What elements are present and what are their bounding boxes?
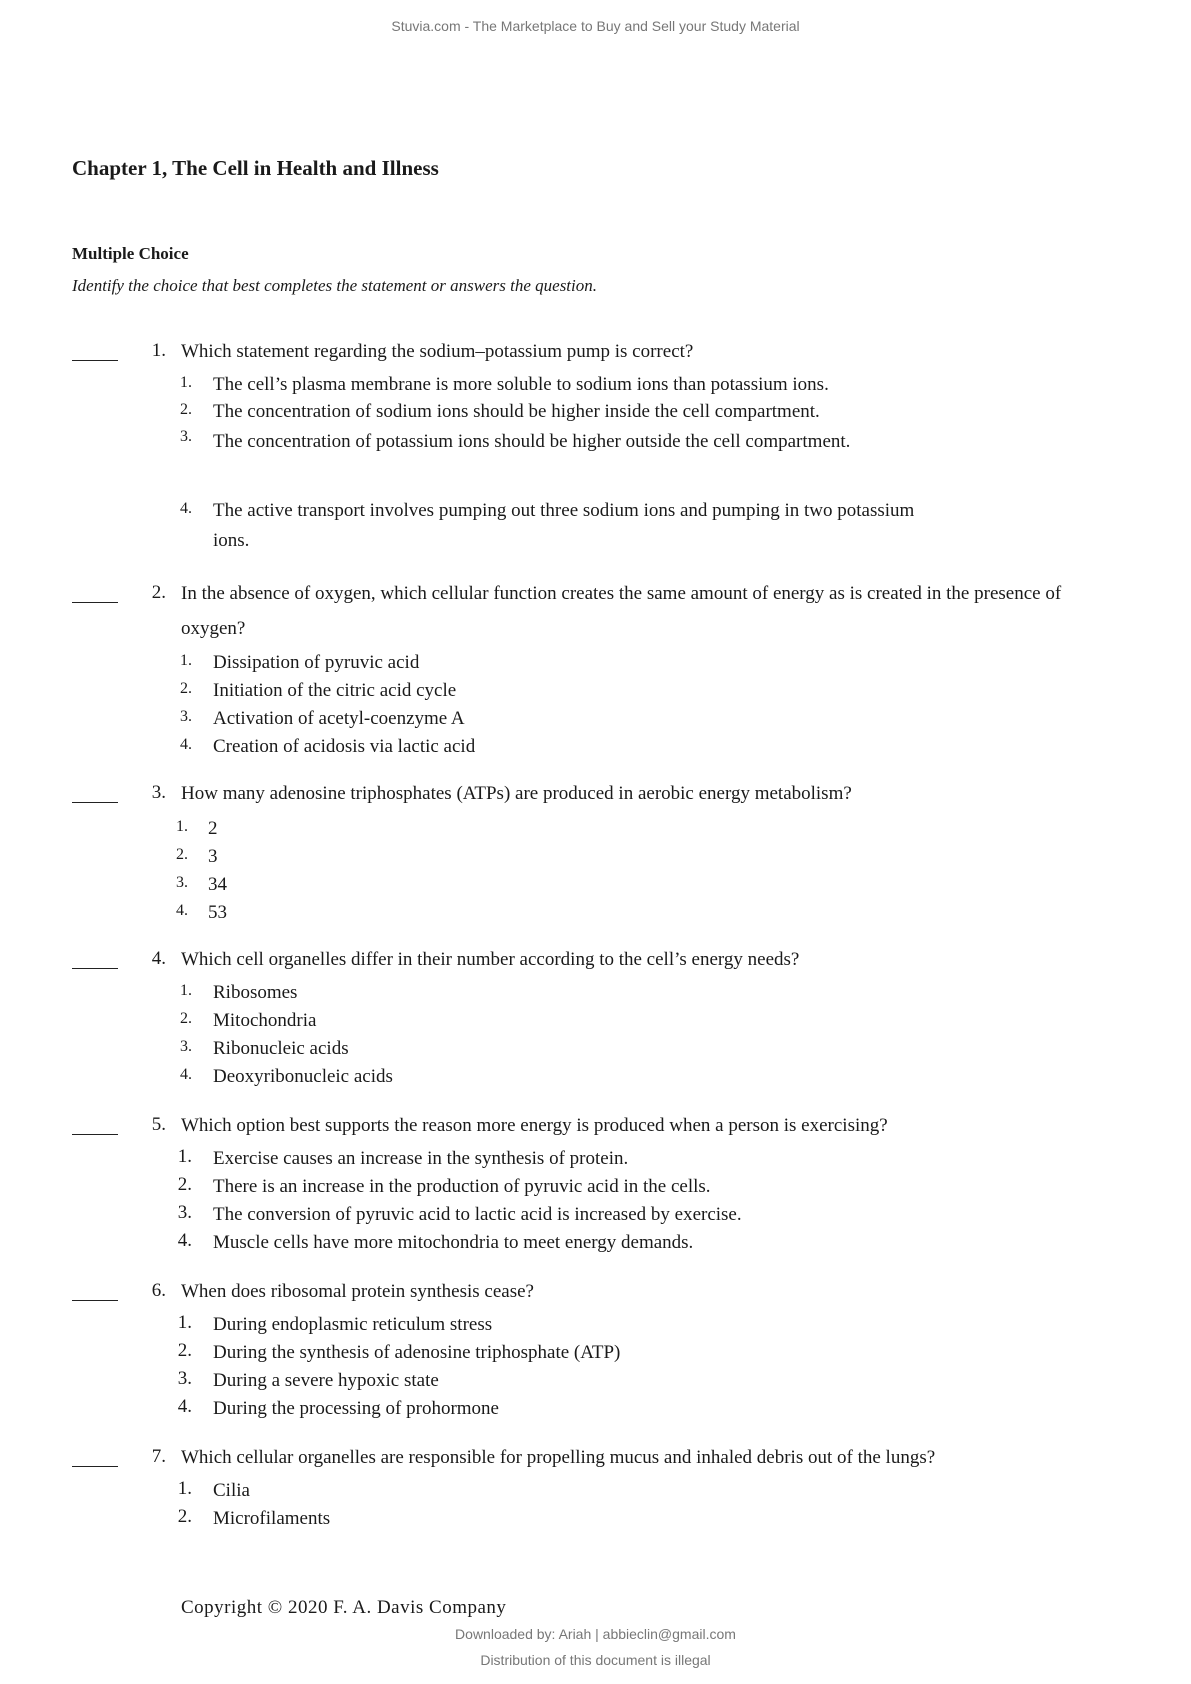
question-text: Which cell organelles differ in their number according to the cell’s energy needs? <box>181 949 800 970</box>
option-number: 2. <box>177 1174 192 1195</box>
option-number: 3. <box>180 428 192 445</box>
downloaded-by-note: Downloaded by: Ariah | abbieclin@gmail.com <box>455 1626 736 1642</box>
distribution-warning: Distribution of this document is illegal <box>480 1652 711 1668</box>
option-number: 2. <box>180 680 192 697</box>
option-text: The active transport involves pumping out three sodium ions and pumping in two potassium ions. <box>213 500 915 551</box>
option-text: The concentration of sodium ions should be higher inside the cell compartment. <box>213 401 820 422</box>
option-text: During the processing of prohormone <box>213 1398 499 1419</box>
option-number: 4. <box>177 1230 192 1251</box>
option-text: Creation of acidosis via lactic acid <box>213 736 476 757</box>
option-text: Dissipation of pyruvic acid <box>213 652 420 673</box>
question-text: Which option best supports the reason more energy is produced when a person is exercising? <box>181 1115 888 1136</box>
option-text: The conversion of pyruvic acid to lactic acid is increased by exercise. <box>213 1204 742 1225</box>
option-text: There is an increase in the production of pyruvic acid in the cells. <box>213 1176 711 1197</box>
option-number: 1. <box>180 982 192 999</box>
option-number: 2. <box>177 1506 192 1527</box>
option-text: Exercise causes an increase in the synthesis of protein. <box>213 1148 629 1169</box>
option-number: 1. <box>180 374 192 391</box>
option-text: Ribonucleic acids <box>213 1038 349 1059</box>
question-number: 1. <box>151 340 166 361</box>
answer-blank[interactable] <box>72 1466 118 1467</box>
option-number: 2. <box>180 401 192 418</box>
option-number: 3. <box>180 708 192 725</box>
question-number: 2. <box>151 582 166 603</box>
option-number: 3. <box>176 874 188 891</box>
option-text: The cell’s plasma membrane is more soluble to sodium ions than potassium ions. <box>213 374 829 395</box>
option-number: 4. <box>180 1066 192 1083</box>
stuvia-header-note: Stuvia.com - The Marketplace to Buy and Sell your Study Material <box>391 18 800 34</box>
option-number: 4. <box>180 500 192 517</box>
option-number: 1. <box>177 1478 192 1499</box>
answer-blank[interactable] <box>72 1134 118 1135</box>
option-number: 2. <box>180 1010 192 1027</box>
option-text: Initiation of the citric acid cycle <box>213 680 457 701</box>
question-text: When does ribosomal protein synthesis cease? <box>181 1281 534 1302</box>
option-text: Deoxyribonucleic acids <box>213 1066 393 1087</box>
answer-blank[interactable] <box>72 1300 118 1301</box>
question-text: In the absence of oxygen, which cellular function creates the same amount of energy as is created in the presence of oxygen? <box>181 583 1062 639</box>
option-number: 1. <box>176 818 188 835</box>
chapter-title: Chapter 1, The Cell in Health and Illness <box>72 156 439 180</box>
option-number: 3. <box>177 1368 192 1389</box>
option-number: 4. <box>176 902 188 919</box>
option-number: 4. <box>180 736 192 753</box>
section-title: Multiple Choice <box>72 244 189 263</box>
answer-blank[interactable] <box>72 602 118 603</box>
question-number: 4. <box>151 948 166 969</box>
option-text: During a severe hypoxic state <box>213 1370 439 1391</box>
option-text: Mitochondria <box>213 1010 317 1031</box>
option-text: During the synthesis of adenosine triphosphate (ATP) <box>213 1342 621 1363</box>
question-text: How many adenosine triphosphates (ATPs) are produced in aerobic energy metabolism? <box>181 783 852 804</box>
option-number: 1. <box>177 1312 192 1333</box>
option-text: Microfilaments <box>213 1508 331 1529</box>
option-text: Muscle cells have more mitochondria to meet energy demands. <box>213 1232 694 1253</box>
answer-blank[interactable] <box>72 802 118 803</box>
option-text: 2 <box>208 818 218 839</box>
option-text: 53 <box>208 902 227 923</box>
option-number: 2. <box>177 1340 192 1361</box>
question-text: Which cellular organelles are responsible for propelling mucus and inhaled debris out of the lungs? <box>181 1447 936 1468</box>
question-number: 6. <box>151 1280 166 1301</box>
option-text: 3 <box>208 846 218 867</box>
option-text: Cilia <box>213 1480 250 1501</box>
question-number: 5. <box>151 1114 166 1135</box>
answer-blank[interactable] <box>72 360 118 361</box>
option-text: During endoplasmic reticulum stress <box>213 1314 493 1335</box>
option-number: 3. <box>180 1038 192 1055</box>
option-text: Ribosomes <box>213 982 298 1003</box>
question-number: 7. <box>151 1446 166 1467</box>
answer-blank[interactable] <box>72 968 118 969</box>
question-text: Which statement regarding the sodium–potassium pump is correct? <box>181 341 694 362</box>
copyright-notice: Copyright © 2020 F. A. Davis Company <box>181 1597 507 1618</box>
question-number: 3. <box>151 782 166 803</box>
option-number: 3. <box>177 1202 192 1223</box>
option-number: 1. <box>177 1146 192 1167</box>
option-text: 34 <box>208 874 227 895</box>
option-number: 2. <box>176 846 188 863</box>
option-text: Activation of acetyl-coenzyme A <box>213 708 465 729</box>
option-number: 1. <box>180 652 192 669</box>
section-instructions: Identify the choice that best completes the statement or answers the question. <box>72 276 597 295</box>
option-number: 4. <box>177 1396 192 1417</box>
option-text: The concentration of potassium ions should be higher outside the cell compartment. <box>213 431 851 452</box>
